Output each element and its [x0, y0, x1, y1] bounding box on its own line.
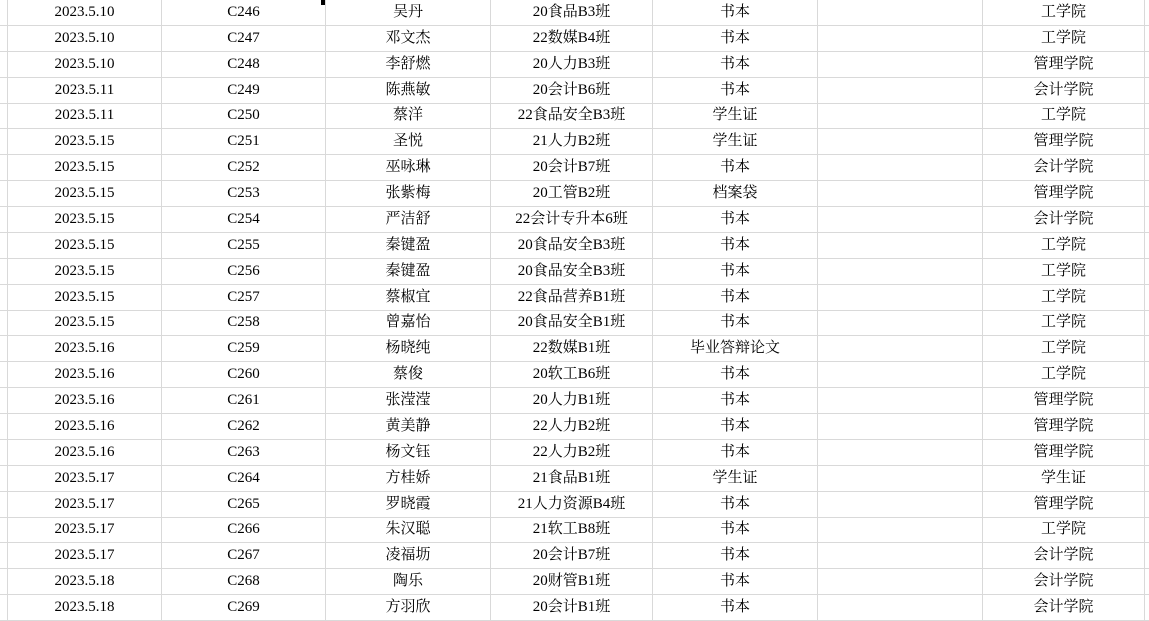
cell-college[interactable]: 工学院 — [983, 104, 1145, 130]
edge-cell-left — [0, 336, 8, 362]
cell-blank[interactable] — [818, 595, 983, 621]
cell-item[interactable]: 毕业答辩论文 — [653, 336, 818, 362]
edge-cell-right — [1145, 569, 1149, 595]
cell-item[interactable]: 学生证 — [653, 104, 818, 130]
cell-item[interactable]: 档案袋 — [653, 181, 818, 207]
cell-blank[interactable] — [818, 26, 983, 52]
cell-blank[interactable] — [818, 104, 983, 130]
cell-name[interactable]: 蔡洋 — [326, 104, 491, 130]
cell-cls[interactable]: 21软工B8班 — [491, 518, 653, 544]
cell-blank[interactable] — [818, 492, 983, 518]
table-row — [0, 0, 1149, 26]
edge-cell-right — [1145, 518, 1149, 544]
cell-date[interactable]: 2023.5.17 — [8, 492, 162, 518]
edge-cell-left — [0, 543, 8, 569]
table-row — [0, 311, 1149, 337]
cell-date[interactable]: 2023.5.15 — [8, 181, 162, 207]
cell-item[interactable]: 学生证 — [653, 466, 818, 492]
table-row — [0, 181, 1149, 207]
cell-name[interactable]: 朱汉聪 — [326, 518, 491, 544]
cell-code[interactable]: C251 — [162, 129, 326, 155]
cell-blank[interactable] — [818, 155, 983, 181]
cell-code[interactable]: C268 — [162, 569, 326, 595]
table-row — [0, 569, 1149, 595]
cell-college[interactable]: 工学院 — [983, 285, 1145, 311]
edge-cell-right — [1145, 52, 1149, 78]
edge-cell-right — [1145, 259, 1149, 285]
edge-cell-right — [1145, 26, 1149, 52]
edge-cell-left — [0, 518, 8, 544]
edge-cell-right — [1145, 129, 1149, 155]
cell-cls[interactable]: 20会计B7班 — [491, 155, 653, 181]
cell-code[interactable]: C257 — [162, 285, 326, 311]
cell-name[interactable]: 严洁舒 — [326, 207, 491, 233]
cell-college[interactable]: 工学院 — [983, 311, 1145, 337]
table-row — [0, 259, 1149, 285]
cell-blank[interactable] — [818, 0, 983, 26]
cell-cls[interactable]: 20会计B1班 — [491, 595, 653, 621]
cell-college[interactable]: 管理学院 — [983, 440, 1145, 466]
cell-code[interactable]: C252 — [162, 155, 326, 181]
cell-name[interactable]: 凌福坜 — [326, 543, 491, 569]
cell-college[interactable]: 会计学院 — [983, 569, 1145, 595]
cell-cls[interactable]: 22食品安全B3班 — [491, 104, 653, 130]
cell-college[interactable]: 工学院 — [983, 259, 1145, 285]
cell-blank[interactable] — [818, 388, 983, 414]
cell-name[interactable]: 秦键盈 — [326, 259, 491, 285]
table-row — [0, 543, 1149, 569]
cell-cls[interactable]: 22数媒B1班 — [491, 336, 653, 362]
cell-college[interactable]: 管理学院 — [983, 414, 1145, 440]
edge-cell-right — [1145, 336, 1149, 362]
cell-date[interactable]: 2023.5.15 — [8, 207, 162, 233]
table-row — [0, 104, 1149, 130]
table-row — [0, 492, 1149, 518]
cell-name[interactable]: 圣悦 — [326, 129, 491, 155]
cell-blank[interactable] — [818, 233, 983, 259]
cell-college[interactable]: 管理学院 — [983, 52, 1145, 78]
cell-cls[interactable]: 20工管B2班 — [491, 181, 653, 207]
cell-cls[interactable]: 22会计专升本6班 — [491, 207, 653, 233]
edge-cell-right — [1145, 233, 1149, 259]
cell-name[interactable]: 李舒燃 — [326, 52, 491, 78]
table-row — [0, 78, 1149, 104]
cell-item[interactable]: 书本 — [653, 492, 818, 518]
edge-cell-left — [0, 388, 8, 414]
table-row — [0, 336, 1149, 362]
cell-blank[interactable] — [818, 543, 983, 569]
cell-date[interactable]: 2023.5.15 — [8, 155, 162, 181]
cell-code[interactable]: C261 — [162, 388, 326, 414]
cell-date[interactable]: 2023.5.10 — [8, 0, 162, 26]
cell-cls[interactable]: 22人力B2班 — [491, 440, 653, 466]
edge-cell-left — [0, 466, 8, 492]
edge-cell-left — [0, 440, 8, 466]
cell-name[interactable]: 杨文钰 — [326, 440, 491, 466]
cell-code[interactable]: C247 — [162, 26, 326, 52]
cell-code[interactable]: C258 — [162, 311, 326, 337]
table-row — [0, 52, 1149, 78]
edge-cell-left — [0, 233, 8, 259]
edge-cell-right — [1145, 104, 1149, 130]
cell-date[interactable]: 2023.5.16 — [8, 414, 162, 440]
cell-name[interactable]: 蔡椒宜 — [326, 285, 491, 311]
edge-cell-right — [1145, 78, 1149, 104]
cell-college[interactable]: 工学院 — [983, 0, 1145, 26]
cell-code[interactable]: C269 — [162, 595, 326, 621]
cell-date[interactable]: 2023.5.15 — [8, 259, 162, 285]
cell-college[interactable]: 工学院 — [983, 518, 1145, 544]
cell-code[interactable]: C246 — [162, 0, 326, 26]
edge-cell-right — [1145, 543, 1149, 569]
cell-code[interactable]: C265 — [162, 492, 326, 518]
cell-item[interactable]: 书本 — [653, 155, 818, 181]
edge-cell-left — [0, 285, 8, 311]
cell-cls[interactable]: 20食品安全B3班 — [491, 259, 653, 285]
cell-item[interactable]: 书本 — [653, 569, 818, 595]
cell-item[interactable]: 书本 — [653, 362, 818, 388]
edge-cell-right — [1145, 0, 1149, 26]
cell-cls[interactable]: 20食品安全B3班 — [491, 233, 653, 259]
cell-name[interactable]: 邓文杰 — [326, 26, 491, 52]
edge-cell-right — [1145, 388, 1149, 414]
cell-college[interactable]: 工学院 — [983, 336, 1145, 362]
cell-date[interactable]: 2023.5.15 — [8, 233, 162, 259]
selection-tick — [321, 0, 325, 5]
cell-cls[interactable]: 22食品营养B1班 — [491, 285, 653, 311]
cell-college[interactable]: 工学院 — [983, 362, 1145, 388]
cell-college[interactable]: 管理学院 — [983, 388, 1145, 414]
cell-name[interactable]: 黄美静 — [326, 414, 491, 440]
cell-code[interactable]: C253 — [162, 181, 326, 207]
edge-cell-right — [1145, 595, 1149, 621]
cell-cls[interactable]: 21人力B2班 — [491, 129, 653, 155]
cell-date[interactable]: 2023.5.16 — [8, 336, 162, 362]
edge-cell-left — [0, 129, 8, 155]
cell-item[interactable]: 书本 — [653, 311, 818, 337]
cell-name[interactable]: 方羽欣 — [326, 595, 491, 621]
cell-code[interactable]: C248 — [162, 52, 326, 78]
cell-blank[interactable] — [818, 518, 983, 544]
cell-item[interactable]: 书本 — [653, 233, 818, 259]
cell-date[interactable]: 2023.5.16 — [8, 362, 162, 388]
cell-code[interactable]: C263 — [162, 440, 326, 466]
edge-cell-right — [1145, 466, 1149, 492]
cell-item[interactable]: 书本 — [653, 259, 818, 285]
cell-college[interactable]: 管理学院 — [983, 492, 1145, 518]
cell-name[interactable]: 蔡俊 — [326, 362, 491, 388]
edge-cell-left — [0, 52, 8, 78]
cell-code[interactable]: C266 — [162, 518, 326, 544]
cell-college[interactable]: 工学院 — [983, 233, 1145, 259]
cell-college[interactable]: 会计学院 — [983, 543, 1145, 569]
cell-item[interactable]: 书本 — [653, 518, 818, 544]
cell-date[interactable]: 2023.5.18 — [8, 595, 162, 621]
cell-code[interactable]: C259 — [162, 336, 326, 362]
cell-cls[interactable]: 20食品安全B1班 — [491, 311, 653, 337]
cell-date[interactable]: 2023.5.11 — [8, 104, 162, 130]
edge-cell-left — [0, 207, 8, 233]
edge-cell-right — [1145, 155, 1149, 181]
edge-cell-right — [1145, 207, 1149, 233]
cell-name[interactable]: 张滢滢 — [326, 388, 491, 414]
edge-cell-left — [0, 414, 8, 440]
table-row — [0, 207, 1149, 233]
cell-code[interactable]: C264 — [162, 466, 326, 492]
cell-college[interactable]: 会计学院 — [983, 595, 1145, 621]
cell-name[interactable]: 陈燕敏 — [326, 78, 491, 104]
cell-blank[interactable] — [818, 311, 983, 337]
cell-cls[interactable]: 20人力B3班 — [491, 52, 653, 78]
edge-cell-right — [1145, 440, 1149, 466]
cell-item[interactable]: 书本 — [653, 0, 818, 26]
cell-item[interactable]: 书本 — [653, 388, 818, 414]
cell-name[interactable]: 秦键盈 — [326, 233, 491, 259]
table-row — [0, 595, 1149, 621]
cell-name[interactable]: 吴丹 — [326, 0, 491, 26]
cell-item[interactable]: 书本 — [653, 595, 818, 621]
edge-cell-right — [1145, 311, 1149, 337]
cell-date[interactable]: 2023.5.10 — [8, 52, 162, 78]
cell-item[interactable]: 书本 — [653, 207, 818, 233]
table-row — [0, 26, 1149, 52]
cell-item[interactable]: 书本 — [653, 285, 818, 311]
cell-name[interactable]: 陶乐 — [326, 569, 491, 595]
edge-cell-left — [0, 78, 8, 104]
cell-date[interactable]: 2023.5.17 — [8, 466, 162, 492]
cell-date[interactable]: 2023.5.17 — [8, 518, 162, 544]
cell-name[interactable]: 方桂娇 — [326, 466, 491, 492]
edge-cell-left — [0, 104, 8, 130]
cell-code[interactable]: C250 — [162, 104, 326, 130]
edge-cell-left — [0, 259, 8, 285]
edge-cell-left — [0, 311, 8, 337]
cell-date[interactable]: 2023.5.16 — [8, 388, 162, 414]
cell-cls[interactable]: 21人力资源B4班 — [491, 492, 653, 518]
table-row — [0, 518, 1149, 544]
table-row — [0, 388, 1149, 414]
edge-cell-left — [0, 595, 8, 621]
edge-cell-left — [0, 0, 8, 26]
cell-cls[interactable]: 20财管B1班 — [491, 569, 653, 595]
cell-blank[interactable] — [818, 181, 983, 207]
cell-cls[interactable]: 20软工B6班 — [491, 362, 653, 388]
cell-blank[interactable] — [818, 336, 983, 362]
table-row — [0, 414, 1149, 440]
cell-item[interactable]: 学生证 — [653, 129, 818, 155]
cell-date[interactable]: 2023.5.15 — [8, 129, 162, 155]
cell-college[interactable]: 管理学院 — [983, 181, 1145, 207]
cell-item[interactable]: 书本 — [653, 78, 818, 104]
cell-college[interactable]: 会计学院 — [983, 207, 1145, 233]
cell-college[interactable]: 学生证 — [983, 466, 1145, 492]
table-row — [0, 466, 1149, 492]
cell-cls[interactable]: 21食品B1班 — [491, 466, 653, 492]
cell-blank[interactable] — [818, 207, 983, 233]
cell-name[interactable]: 巫咏琳 — [326, 155, 491, 181]
cell-item[interactable]: 书本 — [653, 543, 818, 569]
cell-item[interactable]: 书本 — [653, 414, 818, 440]
cell-item[interactable]: 书本 — [653, 26, 818, 52]
cell-code[interactable]: C254 — [162, 207, 326, 233]
cell-date[interactable]: 2023.5.15 — [8, 285, 162, 311]
cell-blank[interactable] — [818, 414, 983, 440]
cell-date[interactable]: 2023.5.16 — [8, 440, 162, 466]
cell-blank[interactable] — [818, 569, 983, 595]
cell-blank[interactable] — [818, 466, 983, 492]
cell-date[interactable]: 2023.5.18 — [8, 569, 162, 595]
table-row — [0, 155, 1149, 181]
cell-date[interactable]: 2023.5.10 — [8, 26, 162, 52]
cell-blank[interactable] — [818, 78, 983, 104]
cell-code[interactable]: C256 — [162, 259, 326, 285]
cell-blank[interactable] — [818, 129, 983, 155]
table-row — [0, 440, 1149, 466]
cell-college[interactable]: 工学院 — [983, 26, 1145, 52]
cell-date[interactable]: 2023.5.17 — [8, 543, 162, 569]
cell-cls[interactable]: 20会计B6班 — [491, 78, 653, 104]
cell-cls[interactable]: 22人力B2班 — [491, 414, 653, 440]
table-row — [0, 129, 1149, 155]
edge-cell-right — [1145, 181, 1149, 207]
edge-cell-right — [1145, 285, 1149, 311]
cell-college[interactable]: 会计学院 — [983, 155, 1145, 181]
table-row — [0, 285, 1149, 311]
cell-name[interactable]: 罗晓霞 — [326, 492, 491, 518]
edge-cell-left — [0, 181, 8, 207]
edge-cell-left — [0, 362, 8, 388]
cell-cls[interactable]: 22数媒B4班 — [491, 26, 653, 52]
cell-cls[interactable]: 20人力B1班 — [491, 388, 653, 414]
cell-blank[interactable] — [818, 440, 983, 466]
cell-cls[interactable]: 20食品B3班 — [491, 0, 653, 26]
cell-code[interactable]: C249 — [162, 78, 326, 104]
cell-code[interactable]: C262 — [162, 414, 326, 440]
cell-code[interactable]: C260 — [162, 362, 326, 388]
table-row — [0, 362, 1149, 388]
cell-name[interactable]: 曾嘉怡 — [326, 311, 491, 337]
edge-cell-left — [0, 26, 8, 52]
cell-code[interactable]: C267 — [162, 543, 326, 569]
cell-blank[interactable] — [818, 52, 983, 78]
cell-blank[interactable] — [818, 362, 983, 388]
cell-name[interactable]: 杨晓纯 — [326, 336, 491, 362]
cell-item[interactable]: 书本 — [653, 440, 818, 466]
cell-name[interactable]: 张紫梅 — [326, 181, 491, 207]
cell-date[interactable]: 2023.5.15 — [8, 311, 162, 337]
edge-cell-right — [1145, 362, 1149, 388]
table-row — [0, 233, 1149, 259]
edge-cell-left — [0, 155, 8, 181]
cell-cls[interactable]: 20会计B7班 — [491, 543, 653, 569]
cell-college[interactable]: 会计学院 — [983, 78, 1145, 104]
edge-cell-left — [0, 569, 8, 595]
cell-blank[interactable] — [818, 259, 983, 285]
cell-item[interactable]: 书本 — [653, 52, 818, 78]
cell-code[interactable]: C255 — [162, 233, 326, 259]
cell-college[interactable]: 管理学院 — [983, 129, 1145, 155]
cell-blank[interactable] — [818, 285, 983, 311]
cell-date[interactable]: 2023.5.11 — [8, 78, 162, 104]
edge-cell-left — [0, 492, 8, 518]
edge-cell-right — [1145, 492, 1149, 518]
edge-cell-right — [1145, 414, 1149, 440]
